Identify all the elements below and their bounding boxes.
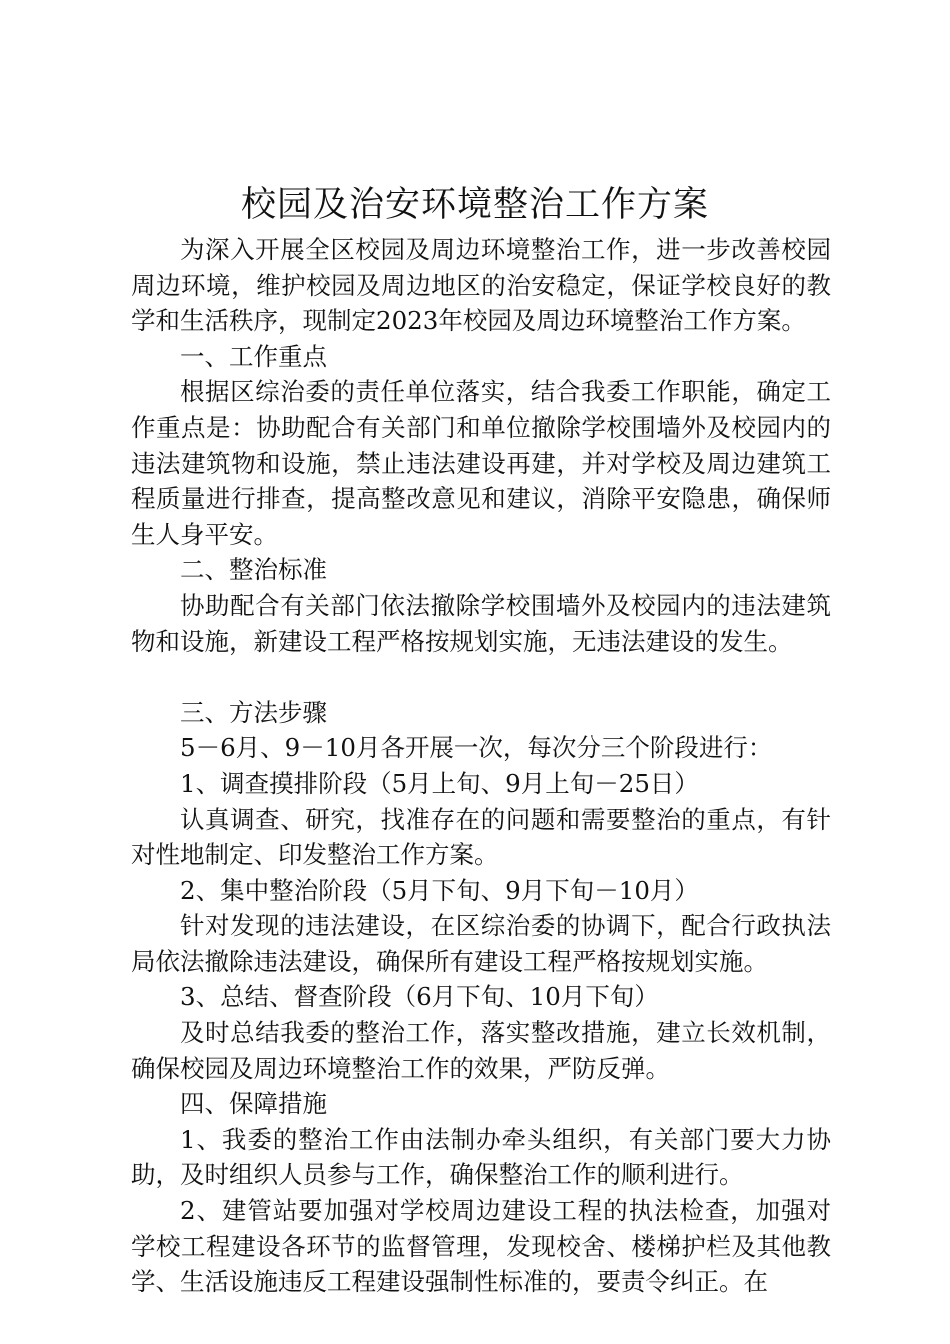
step-3-heading: 3、总结、督查阶段（6月下旬、10月下旬） xyxy=(180,982,659,1012)
step-3-paragraph: 及时总结我委的整治工作，落实整改措施，建立长效机制，确保校园及周边环境整治工作的效果，严防反弹。 xyxy=(131,1018,831,1083)
step-1-paragraph: 认真调查、研究，找准存在的问题和需要整治的重点，有针对性地制定、印发整治工作方案。 xyxy=(131,804,831,870)
section-heading-standards: 二、整治标准 xyxy=(180,555,327,585)
work-focus-paragraph: 根据区综治委的责任单位落实，结合我委工作职能，确定工作重点是：协助配合有关部门和单位撤除学校围墙外及校园内的违法建筑物和设施，禁止违法建设再建，并对学校及周边建筑工程质量进行排查，提高整改意见和建议，消除平安隐患，确保师生人身平安。 xyxy=(131,377,831,549)
section-heading-safeguards: 四、保障措施 xyxy=(180,1089,327,1119)
safeguard-2-paragraph: 2、建管站要加强对学校周边建设工程的执法检查，加强对学校工程建设各环节的监督管理，发现校舍、楼梯护栏及其他教学、生活设施违反工程建设强制性标准的，要责令纠正。在 xyxy=(131,1196,831,1297)
document-body xyxy=(131,232,831,1300)
intro-paragraph: 为深入开展全区校园及周边环境整治工作，进一步改善校园周边环境，维护校园及周边地区的治安稳定，保证学校良好的教学和生活秩序，现制定2023年校园及周边环境整治工作方案。 xyxy=(131,235,831,336)
step-2-paragraph: 针对发现的违法建设，在区综治委的协调下，配合行政执法局依法撤除违法建设，确保所有建设工程严格按规划实施。 xyxy=(131,911,831,976)
steps-overview-paragraph: 5－6月、9－10月各开展一次，每次分三个阶段进行： xyxy=(180,733,773,763)
step-2-heading: 2、集中整治阶段（5月下旬、9月下旬－10月） xyxy=(180,875,699,905)
document-title: 校园及治安环境整治工作方案 xyxy=(240,185,709,225)
section-heading-work-focus: 一、工作重点 xyxy=(180,341,327,371)
standards-paragraph: 协助配合有关部门依法撤除学校围墙外及校园内的违法建筑物和设施，新建设工程严格按规划实施，无违法建设的发生。 xyxy=(131,590,831,656)
safeguard-1-paragraph: 1、我委的整治工作由法制办牵头组织，有关部门要大力协助，及时组织人员参与工作，确保整治工作的顺利进行。 xyxy=(131,1124,831,1190)
step-1-heading: 1、调查摸排阶段（5月上旬、9月上旬－25日） xyxy=(180,768,699,798)
section-heading-steps: 三、方法步骤 xyxy=(180,697,327,727)
